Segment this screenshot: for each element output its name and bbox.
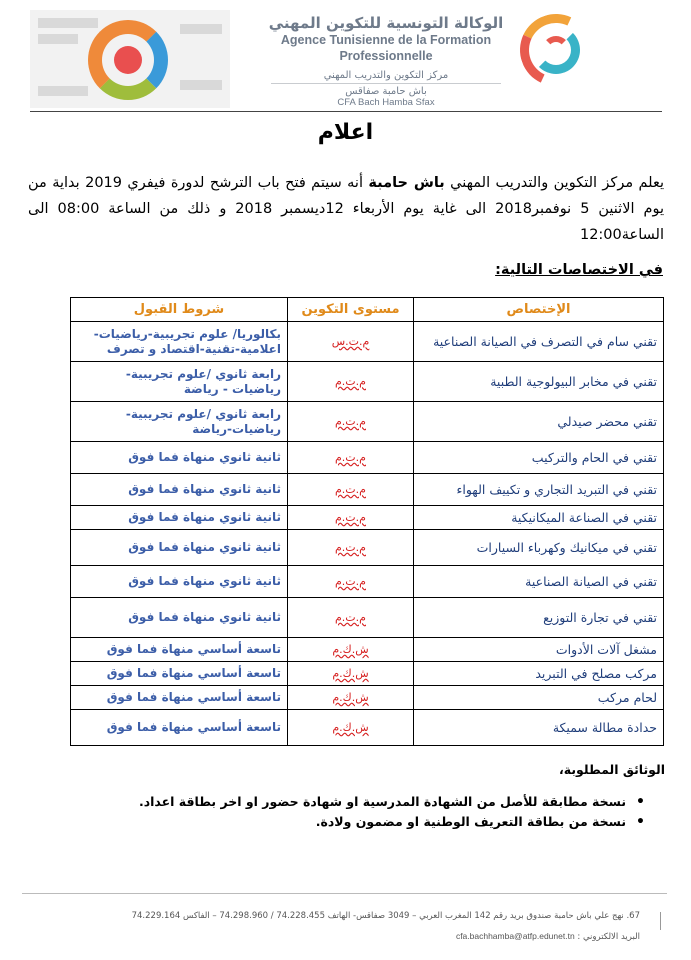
table-row: [71, 686, 664, 710]
center-name-ar: مركز التكوين والتدريب المهني: [323, 70, 449, 81]
cell-conditions: ثانية ثانوي منهاة فما فوق: [71, 598, 288, 638]
footer-mark: [660, 912, 661, 930]
list-item: • نسخة من بطاقة التعريف الوطنية او مضمون ولادة.: [85, 812, 645, 832]
agency-name-ar: الوكالة التونسية للتكوين المهني: [268, 14, 504, 32]
table-row: [71, 506, 664, 530]
header-divider: [30, 111, 662, 112]
cell-level: م.ت.م: [288, 442, 414, 474]
intro-text-2: أنه سيتم فتح باب الترشح لدورة فيفري 2019 بداية من يوم الاثنين 5 نوفمبر2018 الى غاية يوم الأربعاء 12ديسمبر 2018 و ذلك من الساعة 08:00 الى الساعة12:00: [28, 175, 664, 243]
table-row: [71, 474, 664, 506]
footer-address: 67. نهج علي باش حامبة صندوق بريد رقم 142 المغرب العربي – 3049 صفاقس- الهاتف 74.228.455 / 74.298.960 – الفاكس 74.229.164: [131, 911, 640, 921]
cell-conditions: رابعة ثانوي /علوم تجريبية-رياضيات - رياضة: [71, 362, 288, 402]
atfp-logo-icon: [520, 14, 592, 86]
table-row: [71, 402, 664, 442]
footer-divider: [22, 893, 667, 894]
cell-specialty: تقني في الصيانة الصناعية: [414, 566, 664, 598]
cell-conditions: تاسعة أساسي منهاة فما فوق: [71, 662, 288, 686]
header-conditions: شروط القبول: [71, 298, 288, 322]
footer-email-line: [100, 926, 640, 947]
cell-specialty: تقني في الصناعة الميكانيكية: [414, 506, 664, 530]
cell-level: ش.ك.م: [288, 686, 414, 710]
required-documents-heading: الوثائق المطلوبة،: [558, 762, 665, 777]
cell-conditions: تاسعة أساسي منهاة فما فوق: [71, 710, 288, 746]
letterhead: [0, 0, 691, 118]
cell-conditions: ثانية ثانوي منهاة فما فوق: [71, 506, 288, 530]
specialties-heading: في الاختصاصات التالية:: [495, 262, 663, 278]
announcement-paragraph: [28, 170, 664, 248]
cell-level: م.ت.م: [288, 402, 414, 442]
cell-level: ش.ك.م: [288, 710, 414, 746]
table-header-row: [71, 298, 664, 322]
cell-level: م.ت.م: [288, 474, 414, 506]
page-title: اعلام: [317, 120, 374, 145]
cell-specialty: تقني في التبريد التجاري و تكييف الهواء: [414, 474, 664, 506]
table-row: [71, 710, 664, 746]
table-row: [71, 530, 664, 566]
cell-conditions: ثانية ثانوي منهاة فما فوق: [71, 442, 288, 474]
table-row: [71, 442, 664, 474]
agency-name-fr-line2: Professionnelle: [339, 49, 433, 63]
intro-center-name: باش حامبة: [368, 175, 445, 191]
footer: [100, 906, 640, 947]
cell-conditions: بكالوريا/ علوم تجريبية-رياضيات-اعلامية-تقنية-اقتصاد و تصرف: [71, 322, 288, 362]
cell-specialty: تقني سام في التصرف في الصيانة الصناعية: [414, 322, 664, 362]
cell-conditions: ثانية ثانوي منهاة فما فوق: [71, 566, 288, 598]
cell-specialty: تقني محضر صيدلي: [414, 402, 664, 442]
cell-conditions: تاسعة أساسي منهاة فما فوق: [71, 638, 288, 662]
cell-conditions: تاسعة أساسي منهاة فما فوق: [71, 686, 288, 710]
table-row: [71, 638, 664, 662]
cell-level: م.ت.م: [288, 362, 414, 402]
cell-conditions: ثانية ثانوي منهاة فما فوق: [71, 474, 288, 506]
cell-level: ش.ك.م: [288, 662, 414, 686]
cell-level: ش.ك.م: [288, 638, 414, 662]
cell-conditions: ثانية ثانوي منهاة فما فوق: [71, 530, 288, 566]
footer-email-label: البريد الالكتروني :: [577, 932, 640, 942]
cell-specialty: تقني في ميكانيك وكهرباء السيارات: [414, 530, 664, 566]
cell-conditions: رابعة ثانوي /علوم تجريبية-رياضيات-رياضة: [71, 402, 288, 442]
required-documents-list: [85, 792, 645, 832]
cell-specialty: تقني في الحام والتركيب: [414, 442, 664, 474]
list-item: • نسخة مطابقة للأصل من الشهادة المدرسية او شهادة حضور او اخر بطاقة اعداد.: [85, 792, 645, 812]
cell-specialty: تقني في مخابر البيولوجية الطبية: [414, 362, 664, 402]
table-row: [71, 362, 664, 402]
banner-image: [30, 10, 230, 108]
cell-specialty: تقني في تجارة التوزيع: [414, 598, 664, 638]
cell-specialty: مركب مصلح في التبريد: [414, 662, 664, 686]
header-level: مستوى التكوين: [288, 298, 414, 322]
center-location-ar: باش حامبة صفاقس: [345, 86, 427, 97]
table-row: [71, 322, 664, 362]
cell-level: م.ت.م: [288, 530, 414, 566]
table-row: [71, 662, 664, 686]
agency-name: [261, 14, 511, 64]
agency-name-fr-line1: Agence Tunisienne de la Formation: [280, 33, 492, 47]
cell-level: م.ت.م: [288, 566, 414, 598]
cell-specialty: لحام مركب: [414, 686, 664, 710]
specialties-table: [70, 297, 664, 746]
table-row: [71, 598, 664, 638]
cell-level: م.ت.م: [288, 598, 414, 638]
table-row: [71, 566, 664, 598]
cell-level: م.ت.م: [288, 506, 414, 530]
intro-text-1: يعلم مركز التكوين والتدريب المهني: [444, 175, 664, 191]
cell-specialty: مشغل آلات الأدوات: [414, 638, 664, 662]
cell-specialty: حدادة مطالة سميكة: [414, 710, 664, 746]
center-name-fr: CFA Bach Hamba Sfax: [337, 97, 435, 108]
header-specialty: الإختصاص: [414, 298, 664, 322]
footer-email: cfa.bachhamba@atfp.edunet.tn: [455, 931, 575, 941]
center-info: [261, 70, 511, 108]
cell-level: م.ت.س: [288, 322, 414, 362]
